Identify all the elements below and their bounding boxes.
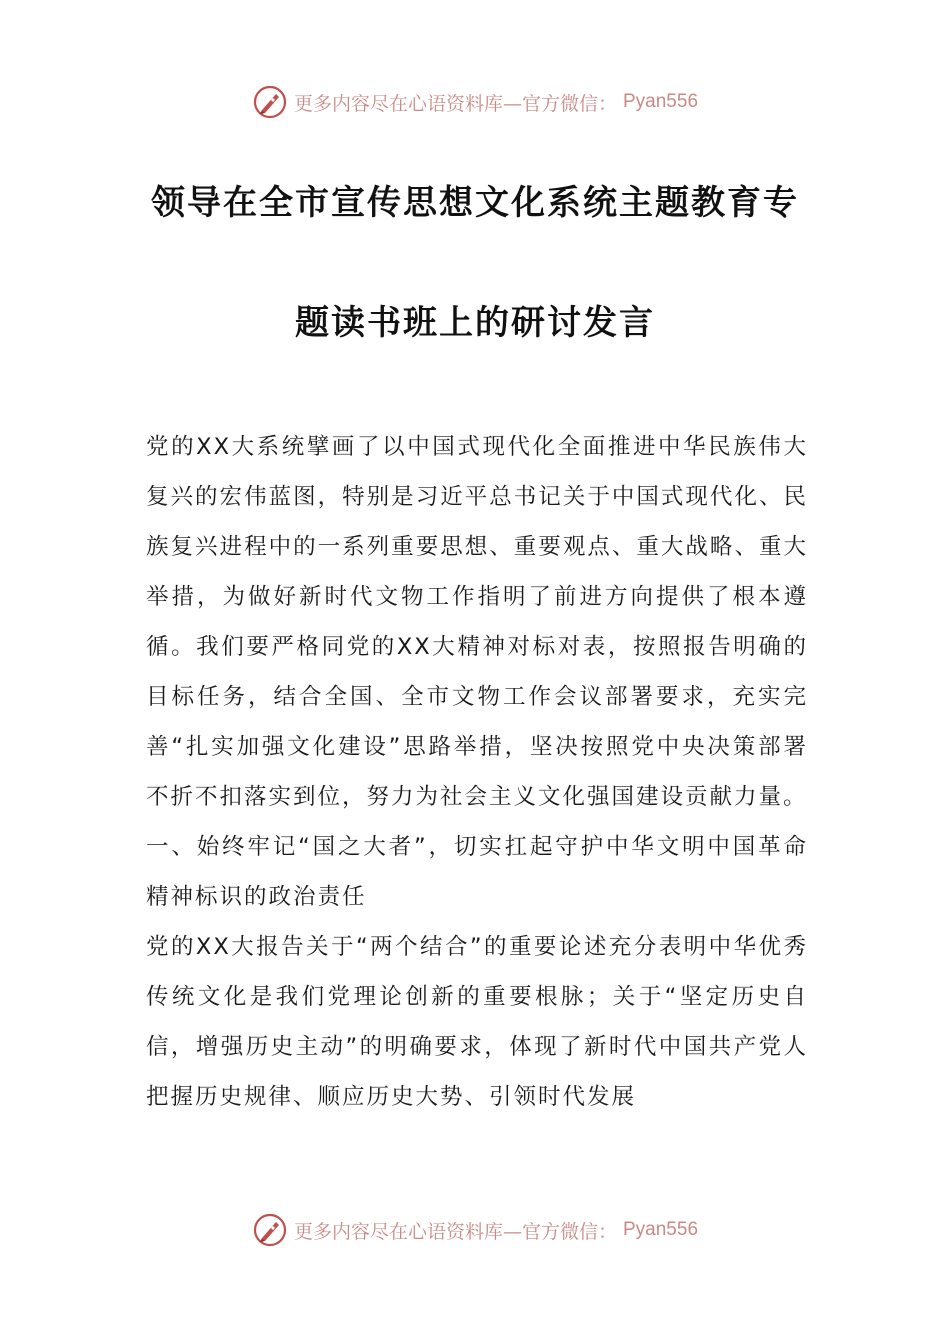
watermark-wechat-id: Pyan556 — [623, 91, 699, 112]
watermark-text: 更多内容尽在心语资料库—官方微信： — [293, 1220, 617, 1243]
body-paragraph-intro: 党的XX大系统擘画了以中国式现代化全面推进中华民族伟大复兴的宏伟蓝图，特别是习近平总书记关于中国式现代化、民族复兴进程中的一系列重要思想、重要观点、重大战略、重大举措，为做好新时代文物工作指明了前进方向提供了根本遵循。我们要严格同党的XX大精神对标对表，按照报告明确的目标任务，结合全国、全市文物工作会议部署要求，充实完善“扎实加强文化建设”思路举措，坚决按照党中央决策部署不折不扣落实到位，努力为社会主义文化强国建设贡献力量。 — [146, 434, 808, 810]
footer-watermark — [0, 1210, 950, 1250]
watermark-wechat-id: Pyan556 — [623, 1219, 699, 1240]
document-title-line-2: 题读书班上的研讨发言 — [295, 303, 655, 343]
pen-nib-logo-icon — [252, 84, 288, 120]
document-title-line-1: 领导在全市宣传思想文化系统主题教育专 — [151, 183, 799, 223]
pen-nib-logo-icon — [252, 1212, 288, 1248]
document-body — [146, 422, 808, 1122]
header-watermark — [0, 82, 950, 122]
body-paragraph-2: 党的XX大报告关于“两个结合”的重要论述充分表明中华优秀传统文化是我们党理论创新的重要根脉；关于“坚定历史自信，增强历史主动”的明确要求，体现了新时代中国共产党人把握历史规律、顺应历史大势、引领时代发展 — [146, 934, 808, 1110]
section-heading-1: 一、始终牢记“国之大者”，切实扛起守护中华文明中国革命精神标识的政治责任 — [146, 834, 808, 910]
watermark-text: 更多内容尽在心语资料库—官方微信： — [293, 92, 617, 115]
